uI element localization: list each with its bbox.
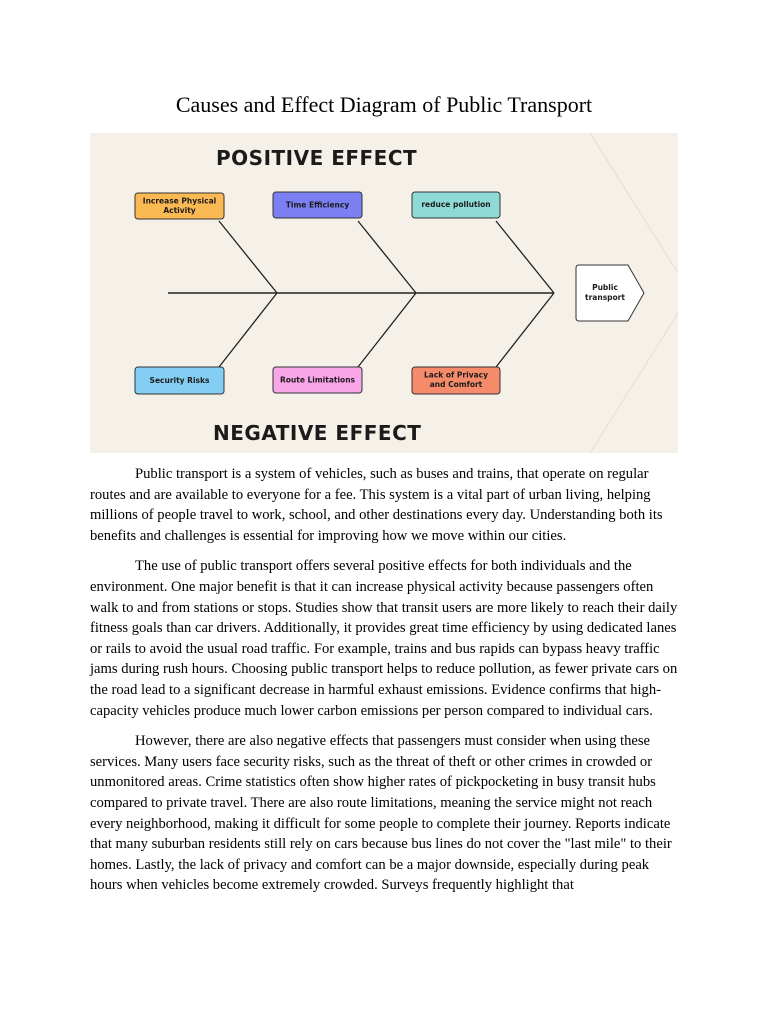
rib-top-2	[358, 221, 416, 293]
decor-line-bottom	[590, 313, 678, 453]
paragraph-positive-effects: The use of public transport offers several positive effects for both individuals and the environment. One major benefit is that it can increase physical activity because passengers often walk to and from stations or stops. Studies show that transit users are more likely to reach their daily fitness goals than car drivers. Additionally, it provides great time efficiency by using dedicated lanes or rails to avoid the usual road traffic. For example, trains and bus rapids can bypass heavy traffic jams during rush hours. Choosing public transport helps to reduce pollution, as fewer private cars on the road lead to a significant decrease in harmful exhaust emissions. Evidence confirms that high-capacity vehicles produce much lower carbon emissions per person compared to individual cars.	[90, 558, 678, 719]
paragraph-intro: Public transport is a system of vehicles, such as buses and trains, that operate on regular routes and are available to everyone for a fee. This system is a vital part of urban living, helping millions of people travel to work, school, and other destinations every day. Understanding both its benefits and challenges is essential for improving how we move within our cities.	[90, 466, 663, 544]
cause-box-time-efficiency	[273, 192, 362, 218]
rib-bottom-3	[496, 293, 554, 367]
cause-box-increase-physical-activity	[135, 193, 224, 219]
effect-label-line1: Public	[592, 283, 618, 292]
box-label-line1: Lack of Privacy	[424, 370, 488, 380]
decor-line-top	[590, 133, 678, 273]
positive-effect-heading: POSITIVE EFFECT	[216, 146, 418, 170]
fishbone-svg	[90, 133, 678, 453]
cause-box-route-limitations	[273, 367, 362, 393]
box-label: Time Efficiency	[285, 200, 350, 210]
box-label: reduce pollution	[421, 200, 491, 209]
paragraph-negative-effects: However, there are also negative effects that passengers must consider when using these services. Many users face security risks, such as the threat of theft or other crimes in crowded or unmonitored areas. Crime statistics often show higher rates of pickpocketing in busy transit hubs compared to private travel. There are also route limitations, meaning the service might not reach every neighborhood, making it difficult for some people to complete their journey. Reports indicate that many suburban residents still rely on cars because bus lines do not cover the "last mile" to their homes. Lastly, the lack of privacy and comfort can be a major downside, especially during peak hours when vehicles become extremely crowded. Surveys frequently highlight that	[90, 733, 672, 894]
box-label-line2: and Comfort	[429, 380, 483, 389]
box-label: Route Limitations	[279, 375, 356, 385]
body-text	[90, 464, 678, 906]
rib-bottom-1	[219, 293, 277, 367]
box-label: Security Risks	[149, 376, 210, 385]
cause-box-security-risks	[135, 367, 224, 394]
document-title: Causes and Effect Diagram of Public Transport	[175, 92, 593, 117]
effect-box-public-transport	[576, 265, 644, 321]
box-label-line2: Activity	[163, 206, 196, 215]
negative-effect-heading: NEGATIVE EFFECT	[213, 421, 422, 445]
rib-bottom-2	[358, 293, 416, 367]
effect-label-line2: transport	[585, 293, 625, 302]
box-label-line1: Increase Physical	[142, 196, 217, 206]
cause-box-lack-of-privacy	[412, 367, 500, 394]
fishbone-diagram	[90, 133, 678, 453]
cause-box-reduce-pollution	[412, 192, 500, 218]
rib-top-1	[219, 221, 277, 293]
rib-top-3	[496, 221, 554, 293]
